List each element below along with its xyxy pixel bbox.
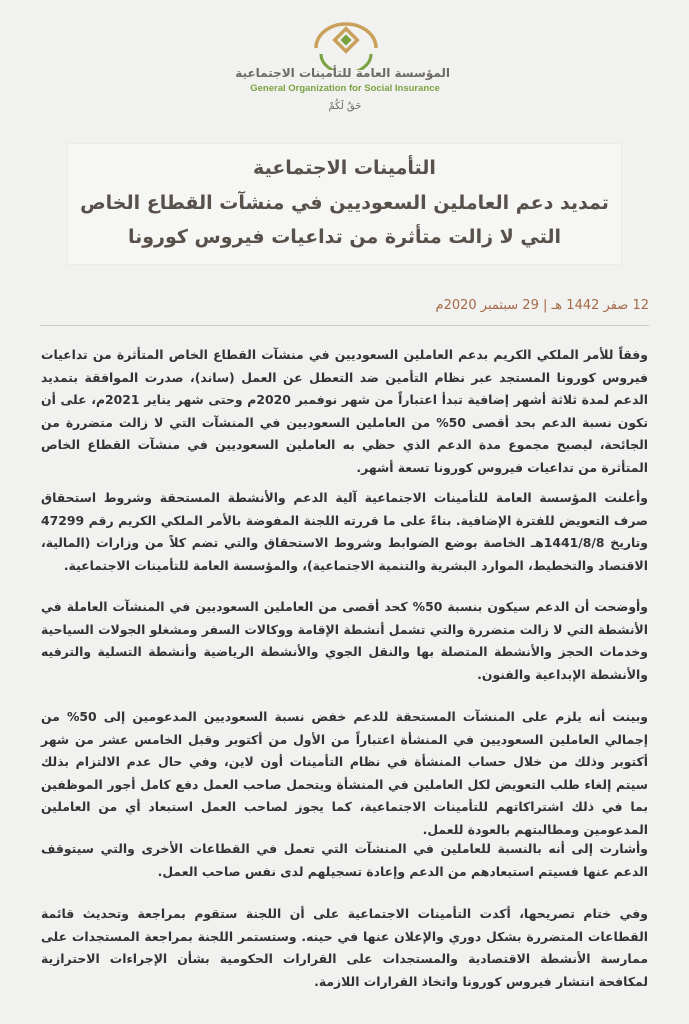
title-box xyxy=(67,143,622,265)
org-name-arabic: المؤسسة العامة للتأمينات الاجتماعية xyxy=(235,66,450,80)
title-line-1: التأمينات الاجتماعية xyxy=(253,157,436,179)
letterhead xyxy=(0,0,689,136)
title-line-2: تمديد دعم العاملين السعوديين في منشآت القطاع الخاص xyxy=(80,192,609,214)
publication-date: 12 صفر 1442 هـ | 29 سبتمبر 2020م xyxy=(435,298,649,313)
paragraph-6: وفي ختام تصريحها، أكدت التأمينات الاجتماعية على أن اللجنة ستقوم بمراجعة وتحديث قائمة القطاعات المتضررة بشكل دوري والإعلان عنها في حينه. وستستمر اللجنة بمراجعة المستجدات على ممارسة الأنشطة الاقتصادية والمستجدات على القرارات الحكومية بشأن الإجراءات الاحترازية لمكافحة انتشار فيروس كورونا واتخاذ القرارات اللازمة. xyxy=(41,906,648,989)
slogan: حَقٌ لَكُمْ xyxy=(328,101,362,112)
gosi-logo-icon xyxy=(308,14,384,70)
divider xyxy=(40,325,649,326)
paragraph-5: وأشارت إلى أنه بالنسبة للعاملين في المنشآت التي تعمل في القطاعات الأخرى والتي سيتوقف الدعم عنها فسيتم استبعادهم من الدعم وإعادة تسجيلهم لدى نفس صاحب العمل. xyxy=(41,841,648,879)
paragraph-4: وبينت أنه يلزم على المنشآت المستحقة للدعم خفض نسبة السعوديين المدعومين إلى 50% من إجمالي العاملين السعوديين في المنشأة اعتباراً من الأول من أكتوبر وقبل الخامس عشر من شهر أكتوبر وذلك من خلال حساب المنشأة في نظام التأمينات أون لاين، وفي حال عدم الالتزام بذلك سيتم إلغاء طلب التعويض لكل العاملين في المنشأة ويتحمل صاحب العمل دفع كامل أجور الموظفين بما في ذلك اشتراكاتهم للتأمينات الاجتماعية، كما يجوز لصاحب العمل استبعاد أي من العاملين المدعومين ومطالبتهم بالعودة للعمل. xyxy=(41,709,648,837)
title-line-3: التي لا زالت متأثرة من تداعيات فيروس كورونا xyxy=(127,226,562,248)
paragraph-1: وفقاً للأمر الملكي الكريم بدعم العاملين السعوديين في منشآت القطاع الخاص المتأثرة من تداعيات فيروس كورونا المستجد عبر نظام التأمين ضد التعطل عن العمل (ساند)، صدرت الموافقة بتمديد الدعم لمدة ثلاثة أشهر إضافية تبدأ اعتباراً من شهر نوفمبر 2020م وحتى شهر يناير 2021م، على أن تكون نسبة الدعم بحد أقصى 50% من العاملين السعوديين في المنشآت التي لا زالت متضررة من الجائحة، ليصبح مجموع مدة الدعم الذي حظي به العاملين السعوديين في منشآت القطاع الخاص المتأثرة من تداعيات فيروس كورونا تسعة أشهر. xyxy=(41,347,649,475)
paragraph-3: وأوضحت أن الدعم سيكون بنسبة 50% كحد أقصى من العاملين السعوديين في المنشآت العاملة في الأنشطة التي لا زالت متضررة والتي تشمل أنشطة الإقامة ووكالات السفر ومشغلو الجولات السياحية وخدمات الحجز والأنشطة المتصلة بها والنقل الجوي والأنشطة الرياضية وأنشطة التسلية والترفيه والأنشطة الإبداعية والفنون. xyxy=(41,599,649,682)
org-name-english: General Organization for Social Insurance xyxy=(250,83,440,94)
paragraph-2: وأعلنت المؤسسة العامة للتأمينات الاجتماعية آلية الدعم والأنشطة المستحقة وشروط استحقاق صرف التعويض للفترة الإضافية. بناءً على ما قررته اللجنة المفوضة بالأمر الملكي الكريم رقم 47299 وتاريخ 1441/8/8هـ الخاصة بوضع الضوابط وشروط الاستحقاق والتي تضم كلاً من وزارات (المالية، الاقتصاد والتخطيط، الموارد البشرية والتنمية الاجتماعية)، والمؤسسة العامة للتأمينات الاجتماعية. xyxy=(41,490,648,573)
